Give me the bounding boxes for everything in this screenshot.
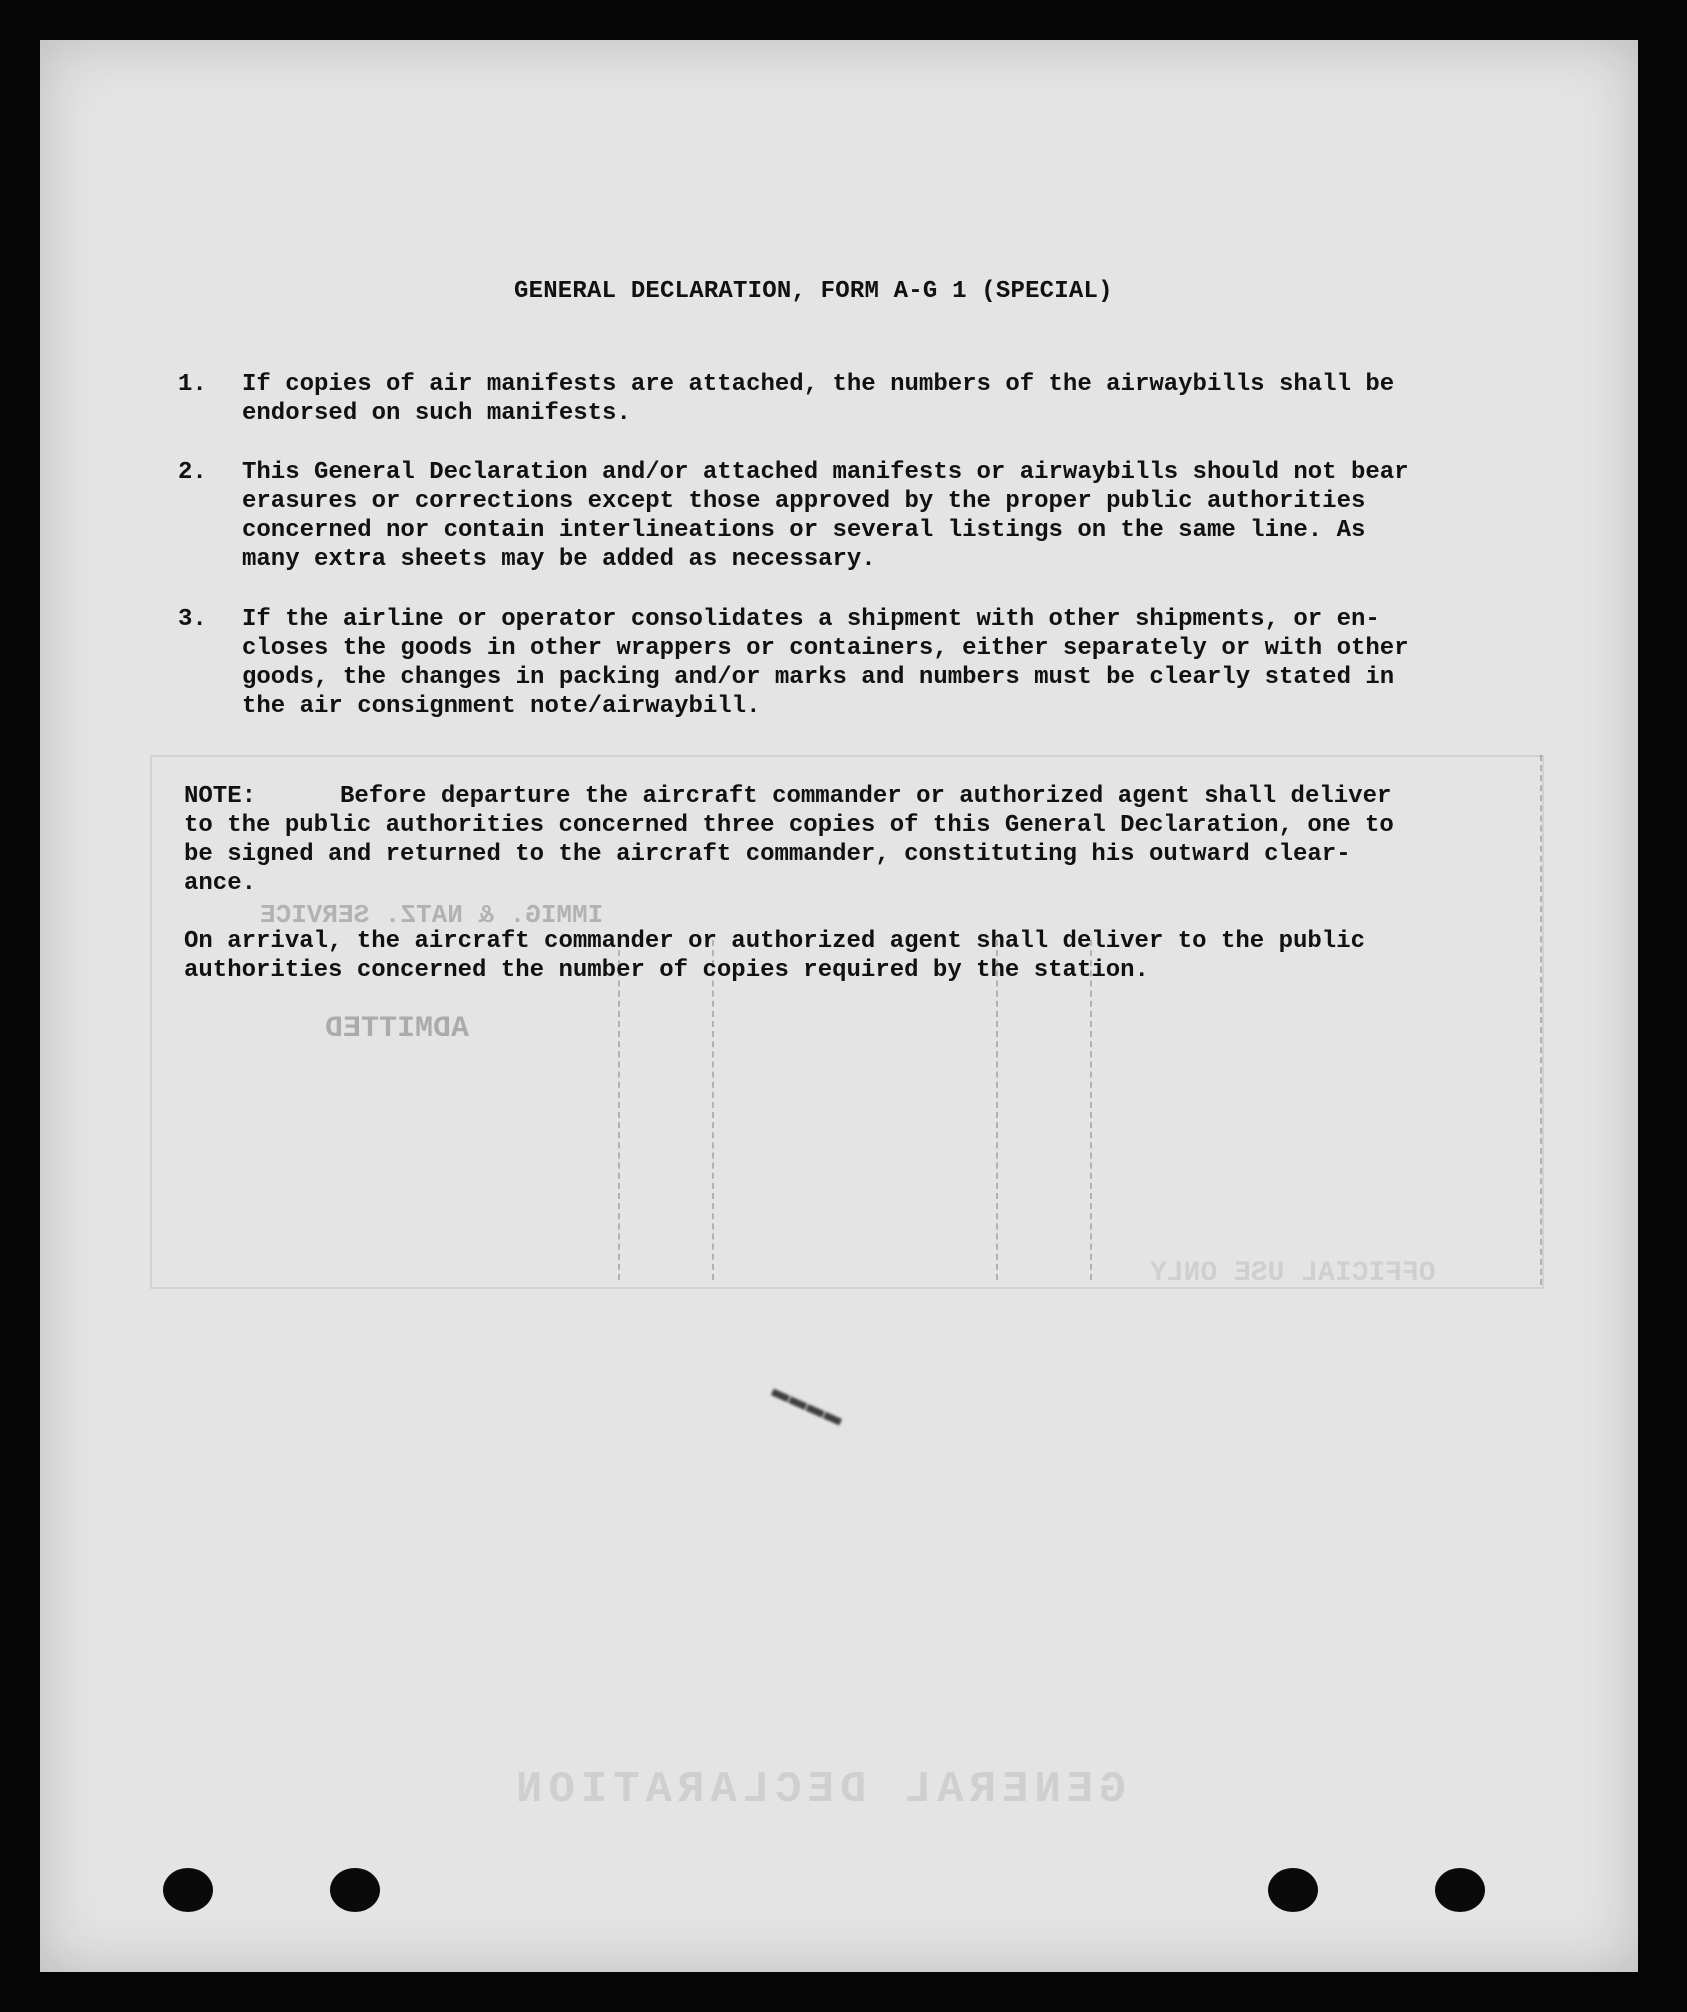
item-text [242, 605, 1532, 721]
text-line: On arrival, the aircraft commander or authorized agent shall deliver to the public [184, 928, 1365, 955]
item-number: 1. [178, 371, 207, 398]
bleed-through-stamp-line-2: ADMITTED [325, 1012, 470, 1046]
item-number: 2. [178, 459, 207, 486]
text-line: Before departure the aircraft commander or authorized agent shall deliver [340, 783, 1392, 810]
smudged-stamp: ▬▬▬▬ [766, 1374, 850, 1436]
text-line: endorsed on such manifests. [242, 400, 631, 427]
text-line: If copies of air manifests are attached, the numbers of the airwaybills shall be [242, 371, 1395, 398]
text-line: ance. [184, 870, 257, 897]
punch-hole [1435, 1868, 1485, 1912]
text-line: many extra sheets may be added as necessary. [242, 546, 876, 573]
text-line: concerned nor contain interlineations or several listings on the same line. As [242, 517, 1366, 544]
note-paragraph-1 [184, 782, 1548, 898]
punch-hole [330, 1868, 380, 1912]
item-text [242, 458, 1532, 574]
text-line: If the airline or operator consolidates a shipment with other shipments, or en- [242, 606, 1380, 633]
document-page [40, 40, 1638, 1972]
punch-hole [1268, 1868, 1318, 1912]
text-line: goods, the changes in packing and/or marks and numbers must be clearly stated in [242, 664, 1395, 691]
page-title: GENERAL DECLARATION, FORM A-G 1 (SPECIAL) [514, 278, 1113, 305]
text-line: authorities concerned the number of copies required by the station. [184, 957, 1149, 984]
text-line: This General Declaration and/or attached manifests or airwaybills should not bear [242, 459, 1409, 486]
text-line: to the public authorities concerned three copies of this General Declaration, one to [184, 812, 1394, 839]
note-paragraph-2 [184, 927, 1548, 985]
item-number: 3. [178, 606, 207, 633]
text-line: erasures or corrections except those approved by the proper public authorities [242, 488, 1366, 515]
bleed-through-header: GENERAL DECLARATION [510, 1765, 1126, 1815]
declaration-text [40, 40, 1638, 1972]
text-line: closes the goods in other wrappers or containers, either separately or with other [242, 635, 1409, 662]
punch-hole [163, 1868, 213, 1912]
text-line: be signed and returned to the aircraft commander, constituting his outward clear- [184, 841, 1351, 868]
note-label: NOTE: [184, 783, 257, 810]
bleed-through-stamp-line-1: IMMIG. & NATZ. SERVICE [260, 900, 604, 930]
note-section [184, 782, 1548, 985]
item-text [242, 370, 1532, 428]
bleed-through-box-label: OFFICIAL USE ONLY [1150, 1258, 1436, 1289]
text-line: the air consignment note/airwaybill. [242, 693, 761, 720]
